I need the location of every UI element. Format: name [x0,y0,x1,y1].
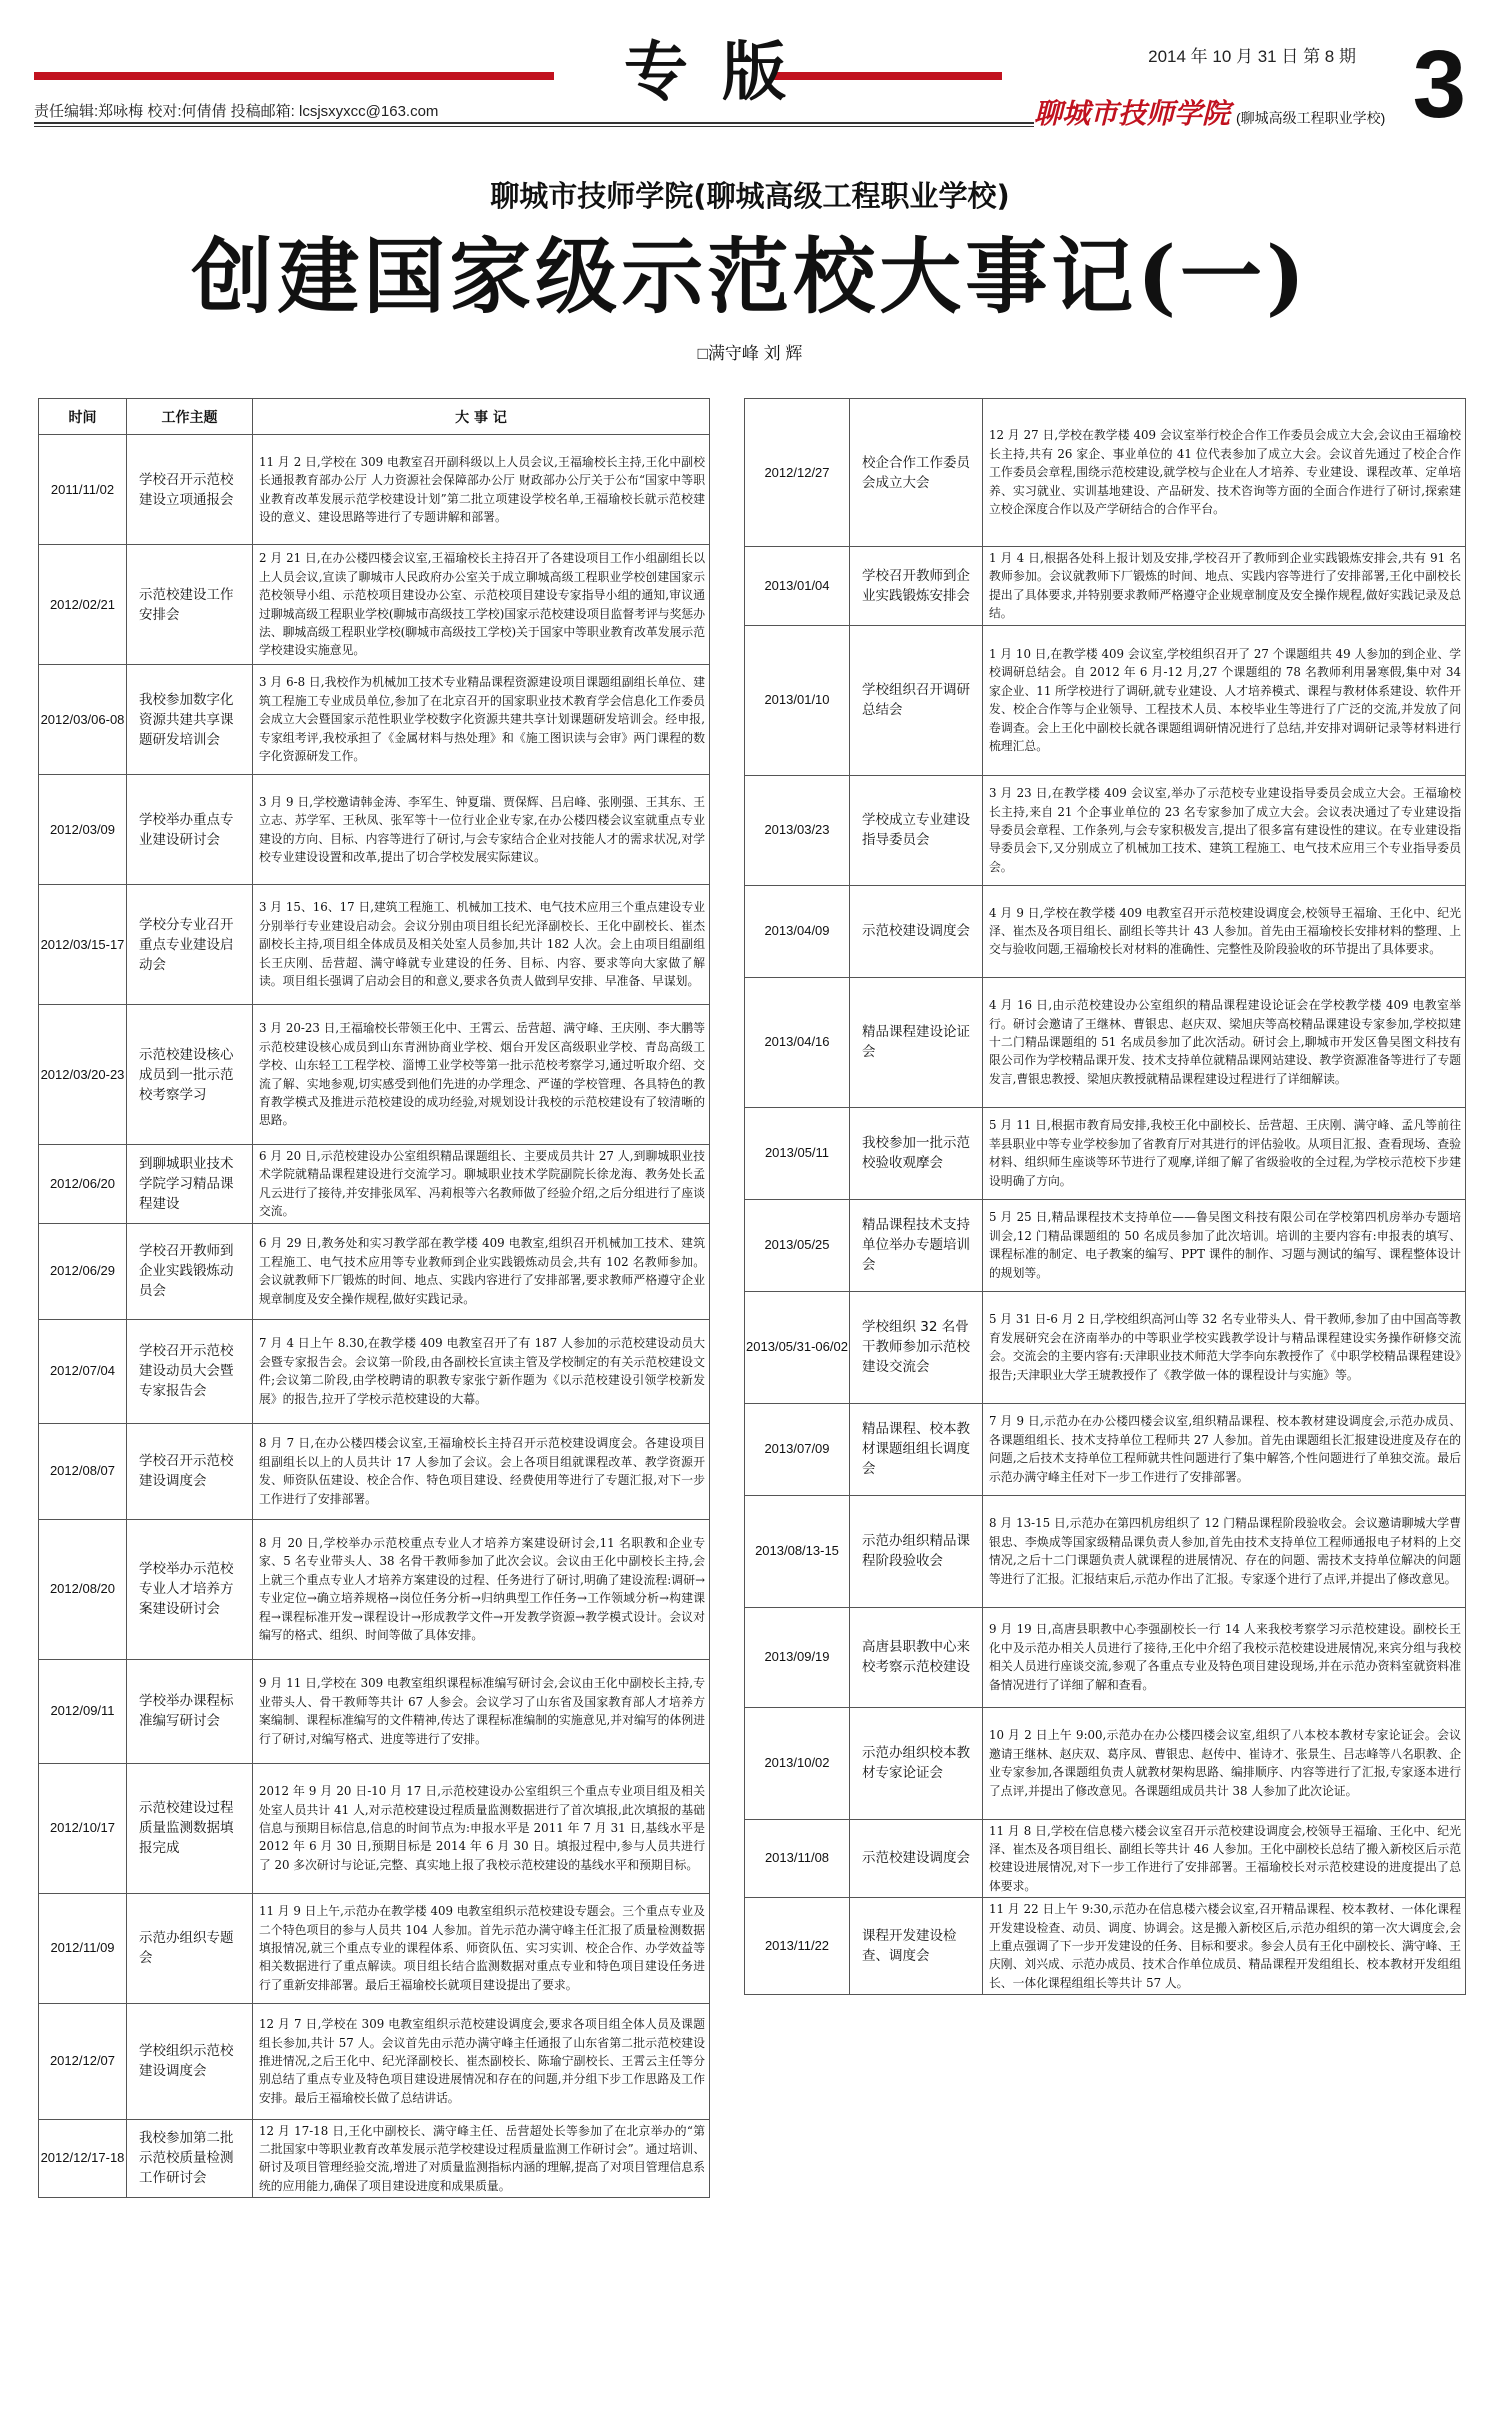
event-description: 3 月 15、16、17 日,建筑工程施工、机械加工技术、电气技术应用三个重点建设专业分别举行专业建设启动会。会议分别由项目组长纪光泽副校长、王化中副校长、崔杰副校长主持,项目组全体成员及相关处室人员参加,共计 182 人次。会上由项目组副组长王庆刚、岳营超、满守峰就专业建设的任务、目标、内容、要求等向大家做了解读。项目组长强调了启动会目的和意义,要求各负责人做到早安排、早准备、早谋划。 [253,885,710,1005]
event-topic: 课程开发建设检查、调度会 [850,1898,983,1995]
event-description: 6 月 29 日,教务处和实习教学部在教学楼 409 电教室,组织召开机械加工技术、建筑工程施工、电气技术应用等专业教师到企业实践锻炼动员会,共有 102 名教师参加。会议就教师下厂锻炼的时间、地点、实践内容进行了安排部署,要求教师严格遵守企业规章制度及安全操作规程,做好实践记录。 [253,1223,710,1319]
event-description: 8 月 7 日,在办公楼四楼会议室,王福瑜校长主持召开示范校建设调度会。各建设项目组副组长以上的人员共计 17 人参加了会议。会上各项目组就课程改革、教学资源开发、师资队伍建设、校企合作、特色项目建设、经费使用等进行了专题汇报,对下一步工作进行了安排部署。 [253,1423,710,1519]
brand-name: 聊城市技师学院 [1034,97,1231,130]
table-row [745,625,1466,775]
event-date: 2012/09/11 [39,1659,127,1763]
event-description: 5 月 11 日,根据市教育局安排,我校王化中副校长、岳营超、王庆刚、满守峰、孟凡等前往莘县职业中等专业学校参加了省教育厅对其进行的评估验收。从项目汇报、查看现场、查验材料、组织师生座谈等环节进行了观摩,详细了解了省级验收的全过程,为学校示范校下步建设明确了方向。 [983,1107,1466,1199]
event-topic: 示范校建设调度会 [850,885,983,977]
event-date: 2012/10/17 [39,1763,127,1893]
event-date: 2012/03/09 [39,775,127,885]
event-topic: 到聊城职业技术学院学习精品课程建设 [127,1145,253,1224]
brand-sub: (聊城高级工程职业学校) [1236,110,1386,126]
event-topic: 学校组织 32 名骨干教师参加示范校建设交流会 [850,1291,983,1403]
event-topic: 精品课程、校本教材课题组组长调度会 [850,1403,983,1495]
table-row [745,775,1466,885]
event-description: 12 月 27 日,学校在教学楼 409 会议室举行校企合作工作委员会成立大会,会议由王福瑜校长主持,共有 26 家企、事业单位的 41 位代表参加了成立大会。会议首先通过了校企合作工作委员会章程,围绕示范校建设,就学校与企业在人才培养、专业建设、课程改革、定单培养、实习就业、实训基地建设、产品研发、技术咨询等方面的全面合作进行了研讨,探索建立校企深度合作以及产学研结合的合作平台。 [983,399,1466,547]
event-description: 12 月 17-18 日,王化中副校长、满守峰主任、岳营超处长等参加了在北京举办的“第二批国家中等职业教育改革发展示范学校建设过程质量监测工作研讨会”。通过培训、研讨及项目管理经验交流,增进了对质量监测指标内涵的理解,提高了对项目管理信息系统的应用能力,确保了项目建设进度和成果质量。 [253,2119,710,2198]
event-date: 2012/02/21 [39,545,127,665]
event-description: 9 月 19 日,高唐县职教中心李强副校长一行 14 人来我校考察学习示范校建设。副校长王化中及示范办相关人员进行了接待,王化中介绍了我校示范校建设进展情况,来宾分组与我校相关人员进行座谈交流,参观了各重点专业及特色项目建设现场,并在示范办资料室就资料准备情况进行了详细了解和查看。 [983,1607,1466,1707]
event-description: 8 月 20 日,学校举办示范校重点专业人才培养方案建设研讨会,11 名职教和企业专家、5 名专业带头人、38 名骨干教师参加了此次会议。会议由王化中副校长主持,会上就三个重点专业人才培养方案建设的过程、任务进行了研讨,明确了建设流程:调研→专业定位→确立培养规格→岗位任务分析→归纳典型工作任务→工作领域分析→构建课程→课程标准开发→课程设计→形成教学文件→开发教学资源→教学模式设计。会议对编写的格式、组织、时间等做了具体安排。 [253,1519,710,1659]
table-row [745,1898,1466,1995]
event-topic: 示范办组织校本教材专家论证会 [850,1707,983,1819]
event-date: 2013/05/11 [745,1107,850,1199]
event-date: 2013/01/04 [745,547,850,626]
brand-logo [1034,92,1385,132]
table-row [745,977,1466,1107]
issue-date: 2014 年 10 月 31 日 第 8 期 [1148,47,1356,66]
event-description: 3 月 23 日,在教学楼 409 会议室,举办了示范校专业建设指导委员会成立大会。王福瑜校长主持,来自 21 个企事业单位的 23 名专家参加了成立大会。会议表决通过了专业建设指导委员会章程、工作条列,与会专家积极发言,提出了很多富有建设性的建议。在专业建设指导委员会下,又分别成立了机械加工技术、建筑工程施工、电气技术应用三个专业指导委员会。 [983,775,1466,885]
event-date: 2013/05/31-06/02 [745,1291,850,1403]
event-date: 2013/01/10 [745,625,850,775]
event-topic: 学校举办重点专业建设研讨会 [127,775,253,885]
event-description: 5 月 25 日,精品课程技术支持单位——鲁吴图文科技有限公司在学校第四机房举办专题培训会,12 门精品课题组的 50 名成员参加了此次培训。培训的主要内容有:申报表的填写、课程标准的制定、电子教案的编写、PPT 课件的制作、习题与测试的编写、课程整体设计的规划等。 [983,1199,1466,1291]
event-description: 11 月 22 日上午 9:30,示范办在信息楼六楼会议室,召开精品课程、校本教材、一体化课程开发建设检查、动员、调度、协调会。这是搬入新校区后,示范办组织的第一次大调度会,会上重点强调了下一步开发建设的任务、目标和要求。参会人员有王化中副校长、满守峰、王庆刚、刘兴成、示范办成员、技术合作单位成员、精品课程开发组组长、校本教材开发组组长、一体化课程组组长等共计 57 人。 [983,1898,1466,1995]
event-description: 12 月 7 日,学校在 309 电教室组织示范校建设调度会,要求各项目组全体人员及课题组长参加,共计 57 人。会议首先由示范办满守峰主任通报了山东省第二批示范校建设推进情况,之后王化中、纪光泽副校长、崔杰副校长、陈瑜宁副校长、王霄云主任等分别总结了重点专业及特色项目建设进展情况和存在的问题,并分组下步工作思路及工作安排。最后王福瑜校长做了总结讲话。 [253,2003,710,2119]
event-date: 2013/07/09 [745,1403,850,1495]
table-row [39,1763,710,1893]
event-topic: 学校组织示范校建设调度会 [127,2003,253,2119]
event-topic: 示范校建设核心成员到一批示范校考察学习 [127,1005,253,1145]
header-divider-thin [34,126,1034,127]
event-description: 9 月 11 日,学校在 309 电教室组织课程标准编写研讨会,会议由王化中副校长主持,专业带头人、骨干教师等共计 67 人参会。会议学习了山东省及国家教育部人才培养方案编制、课程标准编写的文件精神,传达了课程标准编制的实施意见,并对编写的体例进行了研讨,对编写格式、进度等进行了安排。 [253,1659,710,1763]
event-date: 2012/03/06-08 [39,665,127,775]
table-header-row [39,399,710,435]
event-date: 2013/10/02 [745,1707,850,1819]
event-topic: 学校召开教师到企业实践锻炼动员会 [127,1223,253,1319]
event-topic: 学校召开示范校建设动员大会暨专家报告会 [127,1319,253,1423]
col-topic-header: 工作主题 [127,399,253,435]
event-date: 2012/07/04 [39,1319,127,1423]
event-date: 2012/11/09 [39,1893,127,2003]
section-title: 专版 [624,35,820,110]
table-row [39,2119,710,2198]
table-row [745,1495,1466,1607]
event-topic: 学校召开教师到企业实践锻炼安排会 [850,547,983,626]
table-row [39,885,710,1005]
event-date: 2013/09/19 [745,1607,850,1707]
event-topic: 示范校建设工作安排会 [127,545,253,665]
event-description: 1 月 10 日,在教学楼 409 会议室,学校组织召开了 27 个课题组共 49 人参加的到企业、学校调研总结会。自 2012 年 6 月-12 月,27 个课题组的 78 名教师利用暑寒假,集中对 34 家企业、11 所学校进行了调研,就专业建设、人才培养模式、课程与教材体系建设、软件开发、校企合作等与企业领导、工程技术人员、本校毕业生等进行了广泛的交流,并发放了问卷调查。会上王化中副校长就各课题组调研情况进行了总结,并安排对调研记录等材料进行梳理汇总。 [983,625,1466,775]
event-date: 2012/12/27 [745,399,850,547]
event-description: 3 月 9 日,学校邀请韩金涛、李军生、钟夏瑞、贾保辉、吕启峰、张刚强、王其东、王立志、苏学军、王秋凤、张军等十一位行业企业专家,在办公楼四楼会议室就重点专业建设的方向、目标、内容等进行了研讨,与会专家结合企业对技能人才的需求状况,对学校专业建设设置和改革,提出了切合学校发展实际建议。 [253,775,710,885]
event-date: 2012/08/07 [39,1423,127,1519]
table-row [745,1607,1466,1707]
article-authors: □满守峰 刘 辉 [697,344,803,363]
event-description: 10 月 2 日上午 9:00,示范办在办公楼四楼会议室,组织了八本校本教材专家论证会。会议邀请王继林、赵庆双、葛序凤、曹银忠、赵传中、崔诗才、张景生、吕志峰等八名职教、企业专家参加,各课题组负责人就教材架构思路、编排顺序、内容等进行了汇报,专家逐本进行了点评,并提出了修改意见。各课题组成员共计 38 人参加了此次论证。 [983,1707,1466,1819]
event-topic: 精品课程技术支持单位举办专题培训会 [850,1199,983,1291]
event-topic: 学校召开示范校建设调度会 [127,1423,253,1519]
event-topic: 我校参加数字化资源共建共享课题研发培训会 [127,665,253,775]
table-row [745,1291,1466,1403]
table-row [745,1707,1466,1819]
event-date: 2012/03/15-17 [39,885,127,1005]
table-row [39,775,710,885]
table-row [39,1423,710,1519]
header-red-rule-left [34,72,554,80]
event-topic: 示范校建设过程质量监测数据填报完成 [127,1763,253,1893]
event-description: 2 月 21 日,在办公楼四楼会议室,王福瑜校长主持召开了各建设项目工作小组副组长以上人员会议,宣读了聊城市人民政府办公室关于成立聊城高级工程职业学校创建国家示范校领导小组、示范校项目建设办公室、示范校项目建设专家指导小组的通知,审议通过聊城高级工程职业学校(聊城市高级技工学校)国家示范校建设项目监督考评与奖惩办法、聊城高级工程职业学校(聊城市高级技工学校)关于国家中等职业教育改革发展示范学校建设实施意见。 [253,545,710,665]
event-topic: 示范办组织专题会 [127,1893,253,2003]
event-description: 5 月 31 日-6 月 2 日,学校组织高河山等 32 名专业带头人、骨干教师,参加了由中国高等教育发展研究会在济南举办的中等职业学校实践教学设计与精品课程建设实务操作研修交流会。交流会的主要内容有:天津职业技术师范大学李向东教授作了《中职学校精品课程建设》报告;天津职业大学王琥教授作了《教学做一体的课程设计与实施》等。 [983,1291,1466,1403]
table-row [39,545,710,665]
page-header [34,0,1466,138]
event-date: 2011/11/02 [39,435,127,545]
event-date: 2012/06/20 [39,1145,127,1224]
event-description: 6 月 20 日,示范校建设办公室组织精品课题组长、主要成员共计 27 人,到聊城职业技术学院就精品课程建设进行交流学习。聊城职业技术学院副院长徐龙海、教务处长孟凡云进行了接待,并安排张凤军、冯莉根等六名教师做了经验介绍,之后分组进行了座谈交流。 [253,1145,710,1224]
event-description: 2012 年 9 月 20 日-10 月 17 日,示范校建设办公室组织三个重点专业项目组及相关处室人员共计 41 人,对示范校建设过程质量监测数据进行了首次填报,此次填报的基础信息与预期目标信息,信息的时间节点为:申报水平是 2011 年 7 月 31 日,基线水平是 2012 年 6 月 30 日,预期目标是 2014 年 6 月 30 日。填报过程中,参与人员共进行了 20 多次研讨与论证,完整、真实地上报了我校示范校建设的基线水平和预期目标。 [253,1763,710,1893]
table-row [745,1819,1466,1898]
event-topic: 学校举办示范校专业人才培养方案建设研讨会 [127,1519,253,1659]
event-description: 1 月 4 日,根据各处科上报计划及安排,学校召开了教师到企业实践锻炼安排会,共有 91 名教师参加。会议就教师下厂锻炼的时间、地点、实践内容等进行了安排部署,王化中副校长提出了具体要求,并特别要求教师严格遵守企业规章制度及安全操作规程,做好实践记录及总结。 [983,547,1466,626]
event-topic: 我校参加第二批示范校质量检测工作研讨会 [127,2119,253,2198]
page-number: 3 [1412,31,1466,138]
event-topic: 示范办组织精品课程阶段验收会 [850,1495,983,1607]
event-date: 2013/08/13-15 [745,1495,850,1607]
table-row [39,435,710,545]
col-event-header: 大 事 记 [253,399,710,435]
event-topic: 学校召开示范校建设立项通报会 [127,435,253,545]
table-row [745,399,1466,547]
event-topic: 学校举办课程标准编写研讨会 [127,1659,253,1763]
event-description: 4 月 9 日,学校在教学楼 409 电教室召开示范校建设调度会,校领导王福瑜、王化中、纪光泽、崔杰及各项目组长、副组长等共计 43 人参加。首先由王福瑜校长安排材料的整理、上交与验收问题,王福瑜校长对材料的准确性、完整性及阶段验收的环节提出了具体要求。 [983,885,1466,977]
col-time-header: 时间 [39,399,127,435]
event-topic: 精品课程建设论证会 [850,977,983,1107]
table-row [39,1893,710,2003]
event-description: 8 月 13-15 日,示范办在第四机房组织了 12 门精品课程阶段验收会。会议邀请聊城大学曹银忠、李焕成等国家级精品课负责人参加,首先由技术支持单位工程师通报电子材料的上交情况,之后十二门课题负责人就课程的进展情况、存在的问题、需技术支持单位解决的问题等进行了汇报。汇报结束后,示范办作出了汇报。专家逐个进行了点评,并提出了修改意见。 [983,1495,1466,1607]
event-date: 2013/04/16 [745,977,850,1107]
event-date: 2012/06/29 [39,1223,127,1319]
article-subtitle: 聊城市技师学院(聊城高级工程职业学校) [490,179,1010,213]
event-topic: 校企合作工作委员会成立大会 [850,399,983,547]
table-row [39,1319,710,1423]
article-title: 创建国家级示范校大事记(一) [191,229,1309,325]
events-table-right [744,398,1466,1995]
event-date: 2012/08/20 [39,1519,127,1659]
event-topic: 学校成立专业建设指导委员会 [850,775,983,885]
event-description: 7 月 4 日上午 8.30,在教学楼 409 电教室召开了有 187 人参加的示范校建设动员大会暨专家报告会。会议第一阶段,由各副校长宣读主管及学校制定的有关示范校建设文件;会议第二阶段,由学校聘请的职教专家张宁新作题为《以示范校建设引领学校新发展》的报告,拉开了学校示范校建设的大幕。 [253,1319,710,1423]
event-description: 11 月 8 日,学校在信息楼六楼会议室召开示范校建设调度会,校领导王福瑜、王化中、纪光泽、崔杰及各项目组长、副组长等共计 46 人参加。王化中副校长总结了搬入新校区后示范校建设进展情况,对下一步工作进行了安排部署。王福瑜校长对示范校建设的进度提出了总体要求。 [983,1819,1466,1898]
table-row [39,1005,710,1145]
event-date: 2012/12/17-18 [39,2119,127,2198]
event-description: 11 月 2 日,学校在 309 电教室召开副科级以上人员会议,王福瑜校长主持,王化中副校长通报教育部办公厅 人力资源社会保障部办公厅 财政部办公厅关于公布“国家中等职业教育改革发展示范学校建设计划”第二批立项建设学校名单,王福瑜校长就示范校建设的意义、建设思路等进行了专题讲解和部署。 [253,435,710,545]
table-row [39,665,710,775]
table-row [39,1519,710,1659]
table-row [745,885,1466,977]
table-row [39,1659,710,1763]
editor-credits: 责任编辑:郑咏梅 校对:何倩倩 投稿邮箱: lcsjsxyxcc@163.com [34,103,439,120]
event-description: 4 月 16 日,由示范校建设办公室组织的精品课程建设论证会在学校教学楼 409 电教室举行。研讨会邀请了王继林、曹银忠、赵庆双、梁旭庆等高校精品课建设专家参加,学校拟建十二门精品课题组的 51 名成员参加了此次活动。研讨会上,聊城市开发区鲁吴图文科技有限公司作为学校精品课开发、技术支持单位就精品课网站建设、教学资源准备等进行了专题发言,曹银忠教授、梁旭庆教授就精品课程建设过程进行了详细解读。 [983,977,1466,1107]
table-row [745,1107,1466,1199]
event-topic: 我校参加一批示范校验收观摩会 [850,1107,983,1199]
event-date: 2013/11/08 [745,1819,850,1898]
events-table-left [38,398,710,2198]
event-topic: 示范校建设调度会 [850,1819,983,1898]
table-row [745,1403,1466,1495]
event-date: 2013/04/09 [745,885,850,977]
table-row [39,2003,710,2119]
event-topic: 学校组织召开调研总结会 [850,625,983,775]
table-row [39,1145,710,1224]
event-date: 2012/03/20-23 [39,1005,127,1145]
event-date: 2012/12/07 [39,2003,127,2119]
article-heading [0,174,1500,364]
table-row [39,1223,710,1319]
table-row [745,547,1466,626]
event-description: 7 月 9 日,示范办在办公楼四楼会议室,组织精品课程、校本教材建设调度会,示范办成员、各课题组组长、技术支持单位工程师共 27 人参加。首先由课题组长汇报建设进度及存在的问题,之后技术支持单位工程师就共性问题进行了集中解答,个性问题进行了单独交流。最后示范办满守峰主任对下一步工作进行了安排部署。 [983,1403,1466,1495]
event-date: 2013/11/22 [745,1898,850,1995]
header-divider [34,122,1034,124]
event-topic: 高唐县职教中心来校考察示范校建设 [850,1607,983,1707]
event-topic: 学校分专业召开重点专业建设启动会 [127,885,253,1005]
event-description: 11 月 9 日上午,示范办在教学楼 409 电教室组织示范校建设专题会。三个重点专业及二个特色项目的参与人员共 104 人参加。首先示范办满守峰主任汇报了质量检测数据填报情况,就三个重点专业的课程体系、师资队伍、实习实训、校企合作、办学效益等相关数据进行了重点解读。项目组长结合监测数据对重点专业和特色项目建设任务进行了重新安排部署。最后王福瑜校长就项目建设提出了要求。 [253,1893,710,2003]
table-row [745,1199,1466,1291]
event-description: 3 月 6-8 日,我校作为机械加工技术专业精品课程资源建设项目课题组副组长单位、建筑工程施工专业成员单位,参加了在北京召开的国家职业技术教育学会信息化工作委员会成立大会暨国家示范性职业学校数字化资源共建共享计划课题研发培训会。经申报,专家组考评,我校承担了《金属材料与热处理》和《施工图识读与会审》两门课程的数字化资源研发工作。 [253,665,710,775]
event-date: 2013/05/25 [745,1199,850,1291]
event-description: 3 月 20-23 日,王福瑜校长带领王化中、王霄云、岳营超、满守峰、王庆刚、李大鹏等示范校建设核心成员到山东青洲协商业学校、烟台开发区高级职业学校、青岛高级工学校、山东轻工工程学校、淄博工业学校等第一批示范校考察学习,通过听取介绍、交流了解、实地参观,切实感受到他们先进的办学理念、严谨的学校管理、各具特色的教育教学模式及推进示范校建设的成功经验,对规划设计我校的示范校建设有了较清晰的思路。 [253,1005,710,1145]
event-date: 2013/03/23 [745,775,850,885]
